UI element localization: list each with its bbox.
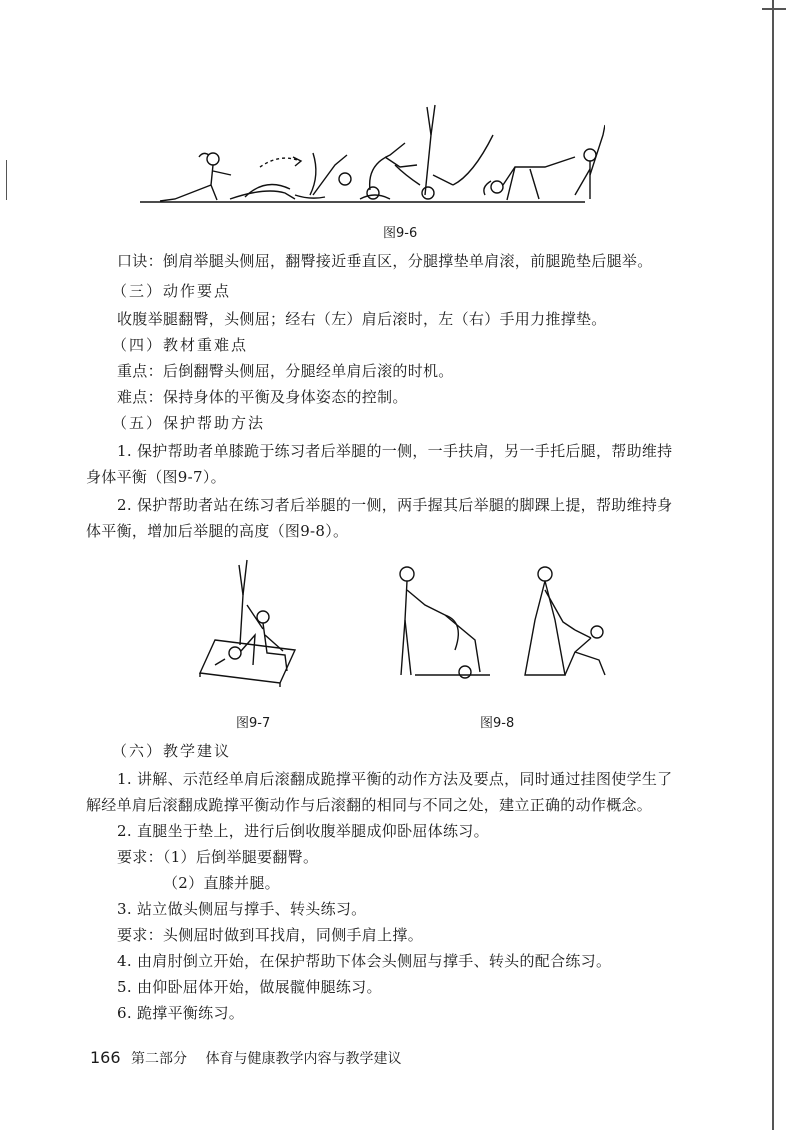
section-5-title: （五）保护帮助方法 [112,414,266,432]
figure-9-7-caption: 图9-7 [236,716,271,731]
figure-9-6-caption: 图9-6 [383,226,418,241]
footer-part: 第二部分 [131,1051,187,1067]
page-number: 166 [90,1048,121,1067]
section-6-item-3: 3. 站立做头侧屈与撑手、转头练习。 [117,900,367,918]
section-5-para-1-line-2: 身体平衡（图9-7）。 [86,468,226,486]
mnemonic-text: 口诀：倒肩举腿头侧屈，翻臀接近垂直区，分腿撑垫单肩滚，前腿跪垫后腿举。 [117,252,653,270]
section-3-text: 收腹举腿翻臀，头侧屈；经右（左）肩后滚时，左（右）手用力推撑垫。 [117,310,607,328]
section-6-item-1-line-2: 解经单肩后滚翻成跪撑平衡动作与后滚翻的相同与不同之处，建立正确的动作概念。 [86,796,653,814]
section-3-title: （三）动作要点 [112,282,232,300]
figure-9-7-illustration [195,555,310,690]
section-4-title: （四）教材重难点 [112,336,249,354]
footer-title: 体育与健康教学内容与教学建议 [205,1051,402,1067]
section-6-title: （六）教学建议 [112,742,232,760]
section-4-key-point: 重点：后倒翻臀头侧屈，分腿经单肩后滚的时机。 [117,362,454,380]
section-6-item-1-line-1: 1. 讲解、示范经单肩后滚翻成跪撑平衡的动作方法及要点，同时通过挂图使学生了 [117,770,673,788]
left-edge-mark [6,160,7,200]
figure-9-8-caption: 图9-8 [480,716,515,731]
section-6-item-4: 4. 由肩肘倒立开始，在保护帮助下体会头侧屈与撑手、转头的配合练习。 [117,952,612,970]
section-6-item-2-requirement-2: （2）直膝并腿。 [163,874,280,892]
section-6-item-3-requirement: 要求：头侧屈时做到耳找肩，同侧手肩上撑。 [117,926,424,944]
section-5-para-2-line-1: 2. 保护帮助者站在练习者后举腿的一侧，两手握其后举腿的脚踝上提，帮助维持身 [117,496,673,514]
page-footer [90,1048,401,1068]
right-edge-line [772,0,774,1130]
section-5-para-2-line-2: 体平衡，增加后举腿的高度（图9-8）。 [86,522,349,540]
section-6-item-6: 6. 跪撑平衡练习。 [117,1004,245,1022]
section-4-difficulty: 难点：保持身体的平衡及身体姿态的控制。 [117,388,408,406]
figure-9-6-illustration [135,95,605,215]
section-6-item-5: 5. 由仰卧屈体开始，做展髋伸腿练习。 [117,978,382,996]
top-right-mark [762,8,786,10]
section-5-para-1-line-1: 1. 保护帮助者单膝跪于练习者后举腿的一侧，一手扶肩，另一手托后腿，帮助维持 [117,442,673,460]
section-6-item-2: 2. 直腿坐于垫上，进行后倒收腹举腿成仰卧屈体练习。 [117,822,489,840]
section-6-item-2-requirement-1: 要求：（1）后倒举腿要翻臀。 [117,848,319,866]
figure-9-8-illustration [385,560,615,685]
